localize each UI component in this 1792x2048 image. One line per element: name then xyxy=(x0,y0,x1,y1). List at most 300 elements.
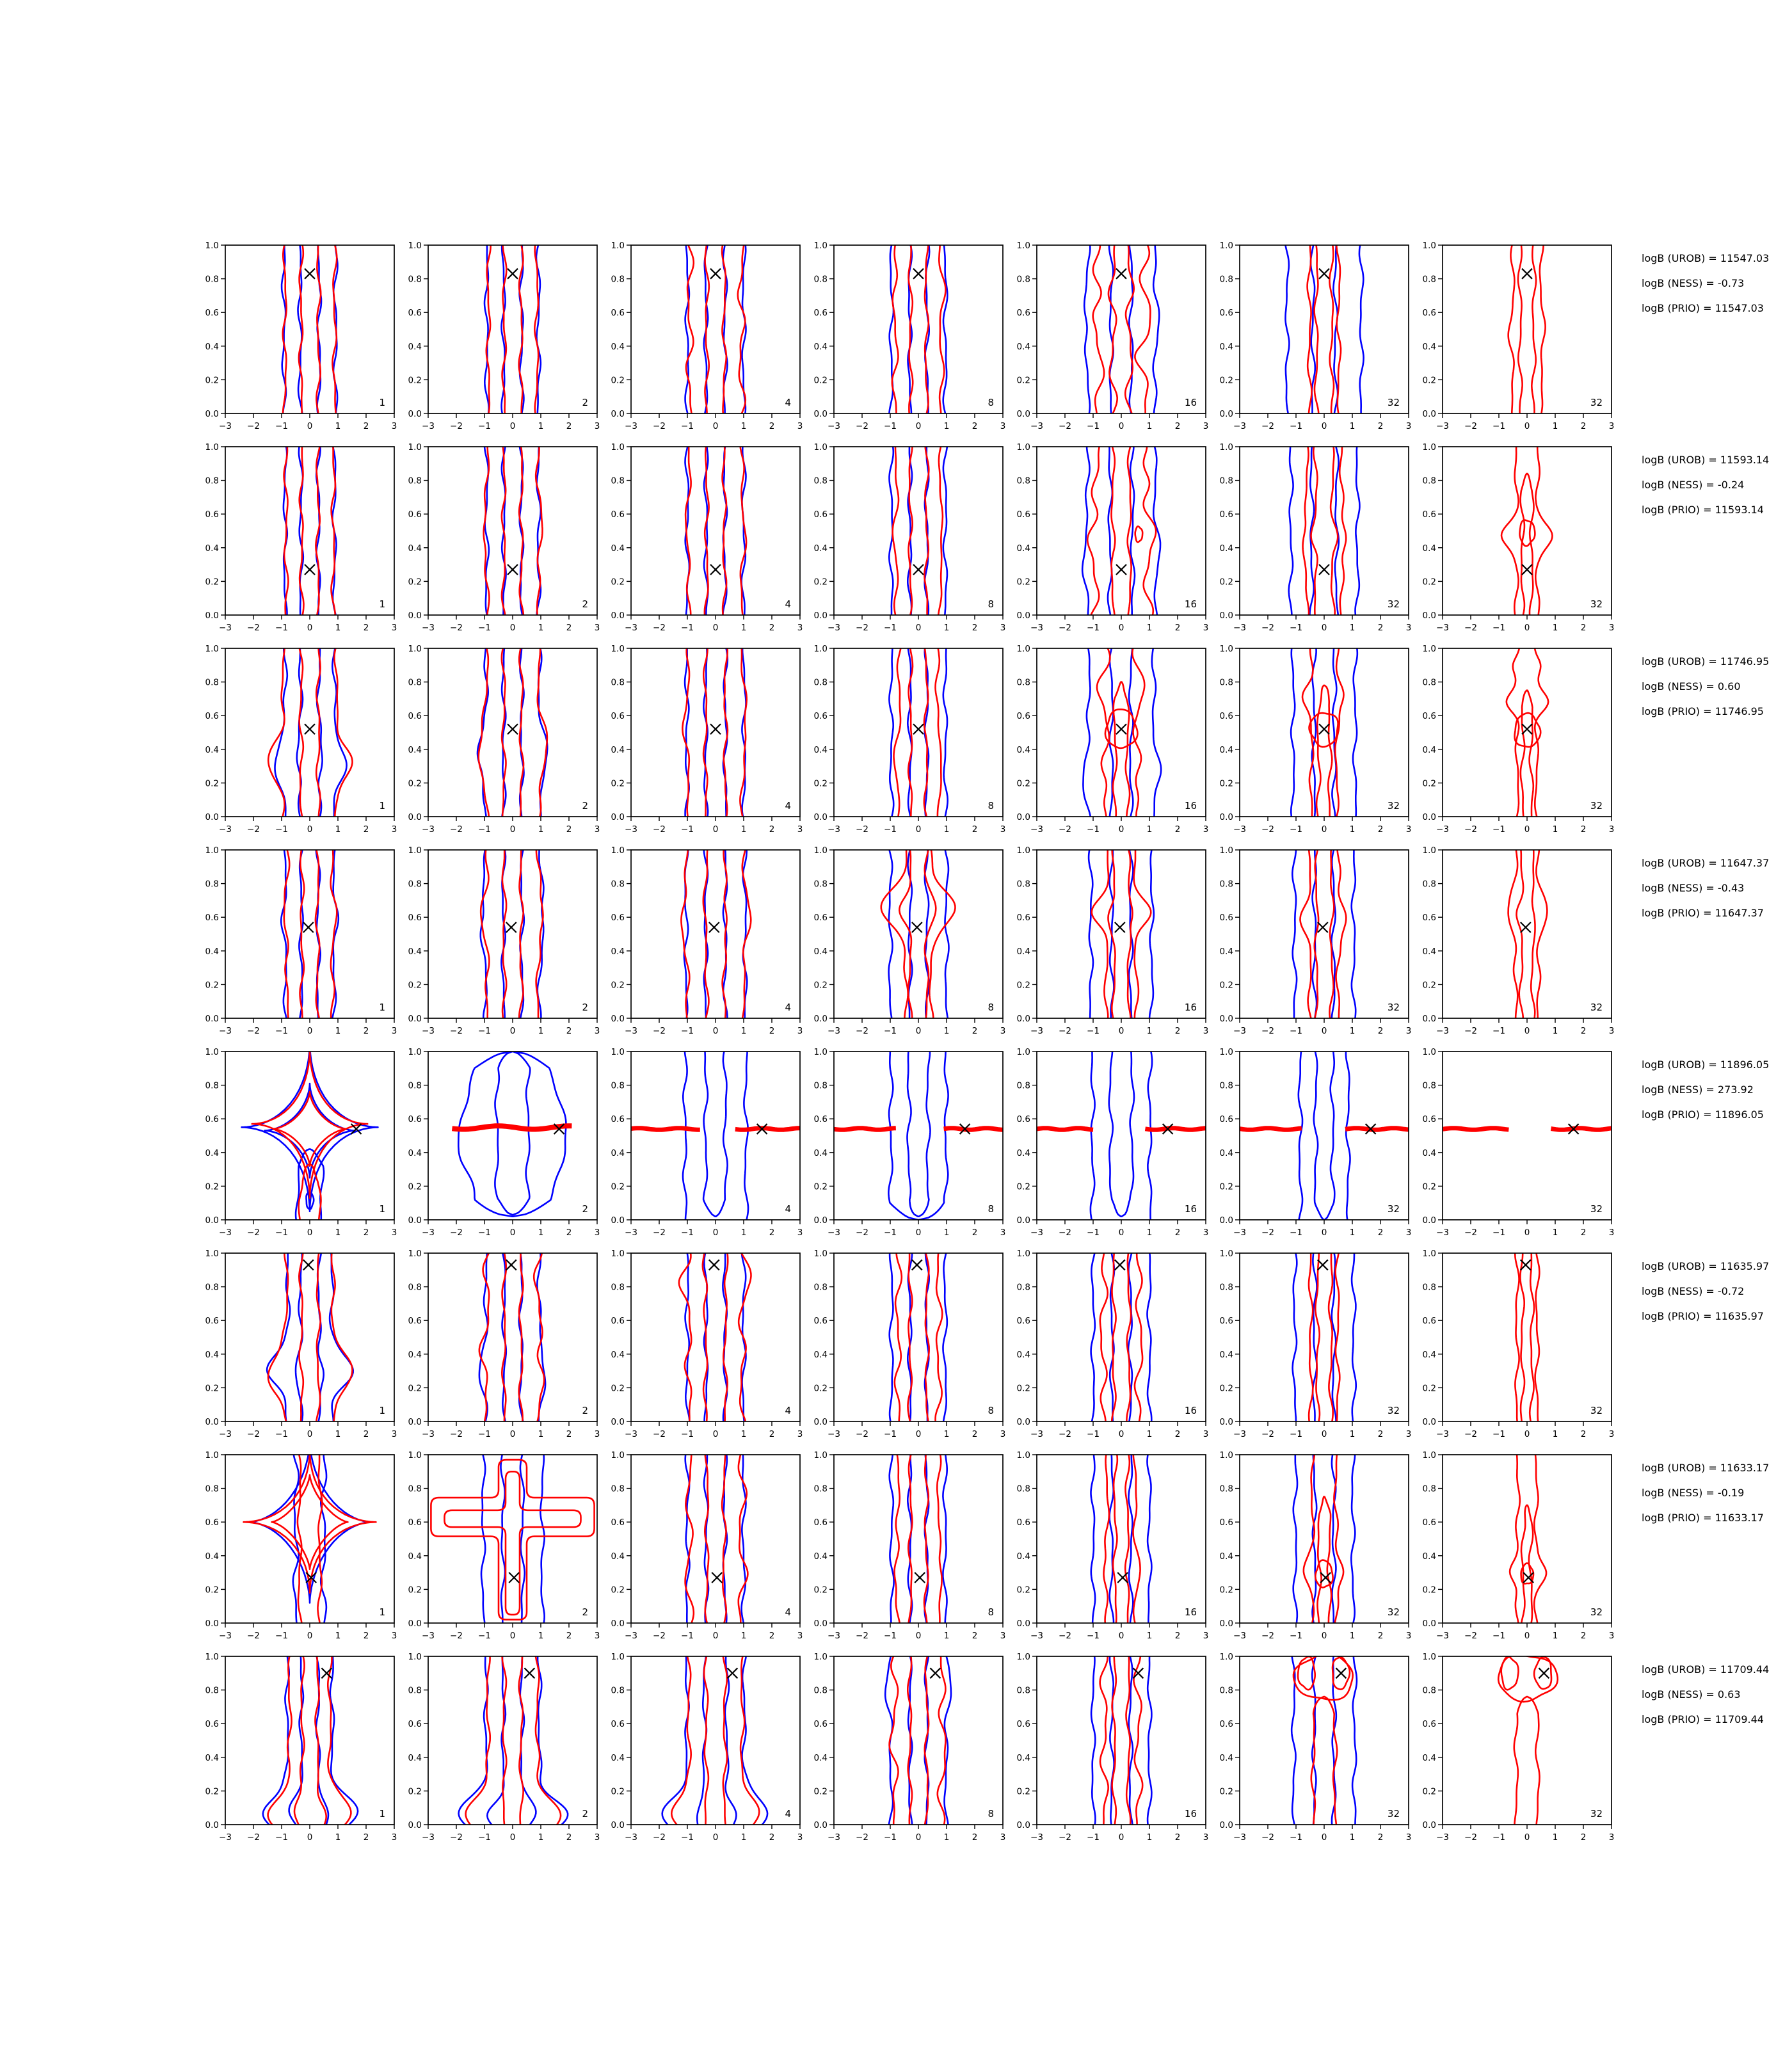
y-tick-label: 0.0 xyxy=(1016,409,1030,419)
y-tick-label: 1.0 xyxy=(611,442,625,452)
y-tick-label: 1.0 xyxy=(1422,241,1436,251)
y-tick-label: 0.8 xyxy=(813,1484,828,1494)
y-tick-label: 0.2 xyxy=(408,1383,422,1394)
subplot-corner-label: 32 xyxy=(1387,1203,1400,1215)
y-tick-label: 0.4 xyxy=(1422,1349,1436,1360)
red-contour xyxy=(268,1243,353,1432)
y-tick-label: 0.2 xyxy=(1219,1786,1233,1797)
red-contour xyxy=(1517,840,1535,1028)
contour-group xyxy=(1240,1046,1409,1228)
x-tick-label: 3 xyxy=(391,1228,397,1238)
contour-group xyxy=(881,840,956,1028)
subplot-corner-label: 1 xyxy=(379,1002,385,1013)
x-tick-label: 1 xyxy=(335,1832,341,1843)
red-contour xyxy=(1304,1444,1343,1633)
y-tick-label: 0.2 xyxy=(1219,778,1233,789)
contour-group xyxy=(1082,436,1160,625)
contour-group xyxy=(1515,1243,1539,1432)
subplot-corner-label: 32 xyxy=(1590,397,1603,408)
y-tick-label: 1.0 xyxy=(813,644,828,654)
subplot-r8-c7 xyxy=(1407,1650,1621,1855)
logB-annotation: logB (UROB) = 11647.37 xyxy=(1642,857,1770,869)
x-tick-label: 3 xyxy=(797,824,803,835)
subplot-r6-c4 xyxy=(799,1247,1012,1452)
x-tick-label: 3 xyxy=(1203,1631,1209,1641)
x-tick-label: 2 xyxy=(566,421,572,431)
x-tick-label: −3 xyxy=(1233,1832,1246,1843)
x-tick-label: 2 xyxy=(566,623,572,633)
y-tick-label: 0.0 xyxy=(813,611,828,621)
plot-border xyxy=(1037,245,1206,413)
contour-group xyxy=(1292,1646,1357,1835)
x-marker xyxy=(1522,724,1532,734)
y-tick-label: 0.6 xyxy=(408,1316,422,1327)
x-tick-label: −1 xyxy=(275,1832,288,1843)
x-marker xyxy=(1115,1260,1125,1270)
y-tick-label: 0.4 xyxy=(1422,1148,1436,1158)
x-tick-label: −1 xyxy=(478,824,491,835)
y-tick-label: 0.4 xyxy=(813,1148,828,1158)
subplot-r5-c4 xyxy=(799,1045,1012,1250)
x-tick-label: 2 xyxy=(769,623,775,633)
x-tick-label: 2 xyxy=(972,824,978,835)
y-tick-label: 0.6 xyxy=(1016,711,1030,722)
plot-border xyxy=(428,1253,597,1421)
x-tick-label: 2 xyxy=(1377,1228,1384,1238)
y-tick-label: 0.6 xyxy=(205,1114,219,1125)
red-contour xyxy=(1093,235,1151,424)
y-tick-label: 1.0 xyxy=(1219,442,1233,452)
plot-border xyxy=(631,1052,800,1220)
contour-group xyxy=(1037,1046,1206,1225)
y-tick-label: 0.8 xyxy=(1219,274,1233,285)
y-tick-label: 0.2 xyxy=(408,980,422,991)
x-tick-label: 0 xyxy=(1524,1026,1530,1036)
x-tick-label: −1 xyxy=(1290,1429,1302,1439)
contour-group xyxy=(244,1441,376,1633)
plot-border xyxy=(1240,1455,1409,1623)
y-tick-label: 1.0 xyxy=(1219,1047,1233,1057)
red-contour xyxy=(486,235,538,424)
x-tick-label: −1 xyxy=(478,421,491,431)
y-tick-label: 0.8 xyxy=(1422,1484,1436,1494)
y-tick-label: 0.8 xyxy=(611,1484,625,1494)
x-tick-label: −2 xyxy=(1059,1832,1071,1843)
x-tick-label: 0 xyxy=(509,1429,516,1439)
y-tick-label: 0.6 xyxy=(1422,1517,1436,1528)
y-tick-label: 0.8 xyxy=(611,274,625,285)
blue-contour xyxy=(683,1046,748,1225)
y-tick-label: 0.6 xyxy=(1219,1114,1233,1125)
plot-border xyxy=(1240,850,1409,1018)
y-tick-label: 1.0 xyxy=(408,1652,422,1662)
y-tick-label: 0.0 xyxy=(1219,1215,1233,1226)
x-tick-label: −1 xyxy=(478,1631,491,1641)
red-contour xyxy=(1113,682,1130,827)
x-tick-label: 2 xyxy=(1580,1026,1587,1036)
x-tick-label: 3 xyxy=(797,1026,803,1036)
subplot-corner-label: 32 xyxy=(1387,1405,1400,1416)
y-tick-label: 0.4 xyxy=(1016,1752,1030,1763)
x-tick-label: −1 xyxy=(275,421,288,431)
y-tick-label: 0.6 xyxy=(205,711,219,722)
x-tick-label: 2 xyxy=(769,421,775,431)
x-tick-label: −1 xyxy=(681,824,694,835)
x-tick-label: 0 xyxy=(1321,824,1327,835)
x-marker xyxy=(712,1572,722,1583)
contour-group xyxy=(242,1043,378,1230)
red-contour xyxy=(703,840,727,1028)
x-tick-label: 3 xyxy=(1405,1429,1412,1439)
red-contour xyxy=(682,638,746,827)
y-tick-label: 0.4 xyxy=(813,341,828,352)
blue-contour xyxy=(704,1243,727,1432)
x-marker xyxy=(1116,269,1126,279)
x-tick-label: −3 xyxy=(1436,1631,1449,1641)
y-tick-label: 0.4 xyxy=(1422,1752,1436,1763)
y-tick-label: 0.8 xyxy=(1219,1282,1233,1293)
plot-border xyxy=(1443,245,1612,413)
plot-border xyxy=(1240,648,1409,817)
x-tick-label: −2 xyxy=(653,623,666,633)
x-marker xyxy=(506,1260,516,1270)
contour-group xyxy=(1510,1444,1546,1633)
logB-annotation: logB (NESS) = 273.92 xyxy=(1642,1084,1754,1096)
x-tick-label: −2 xyxy=(856,1026,868,1036)
y-tick-label: 0.4 xyxy=(1219,744,1233,755)
x-tick-label: −3 xyxy=(828,1832,840,1843)
red-contour xyxy=(299,1243,320,1432)
y-tick-label: 0.8 xyxy=(205,274,219,285)
x-tick-label: 3 xyxy=(1608,1026,1615,1036)
x-marker xyxy=(913,724,924,734)
x-tick-label: −3 xyxy=(828,623,840,633)
x-tick-label: −1 xyxy=(884,421,897,431)
y-tick-label: 0.0 xyxy=(408,1619,422,1629)
x-tick-label: 2 xyxy=(363,1832,369,1843)
x-tick-label: −2 xyxy=(1261,1832,1274,1843)
x-tick-label: 0 xyxy=(1321,421,1327,431)
x-tick-label: −1 xyxy=(1087,1832,1100,1843)
subplot-corner-label: 16 xyxy=(1184,1606,1197,1618)
red-contour xyxy=(685,436,746,625)
x-tick-label: 0 xyxy=(1524,824,1530,835)
x-tick-label: −2 xyxy=(653,824,666,835)
y-tick-label: 1.0 xyxy=(1422,1450,1436,1460)
x-tick-label: 0 xyxy=(712,1429,719,1439)
y-tick-label: 0.2 xyxy=(611,1585,625,1596)
y-tick-label: 0.6 xyxy=(1016,1114,1030,1125)
plot-border xyxy=(428,1656,597,1825)
y-tick-label: 0.6 xyxy=(408,509,422,520)
blue-contour xyxy=(458,1052,566,1217)
red-contour xyxy=(1345,1128,1409,1130)
contour-group xyxy=(1292,840,1356,1028)
y-tick-label: 0.0 xyxy=(1219,409,1233,419)
x-tick-label: 2 xyxy=(1174,824,1181,835)
x-tick-label: −1 xyxy=(1087,824,1100,835)
y-tick-label: 0.4 xyxy=(408,1551,422,1562)
x-tick-label: −2 xyxy=(450,1429,463,1439)
y-tick-label: 0.0 xyxy=(1219,1014,1233,1024)
plot-border xyxy=(834,1455,1003,1623)
y-tick-label: 0.6 xyxy=(1219,913,1233,924)
subplot-corner-label: 4 xyxy=(785,1203,791,1215)
y-tick-label: 0.0 xyxy=(408,1417,422,1427)
x-tick-label: −2 xyxy=(1464,421,1477,431)
y-tick-label: 0.4 xyxy=(1219,341,1233,352)
y-tick-label: 0.4 xyxy=(408,946,422,957)
contour-group xyxy=(1091,1444,1152,1633)
y-tick-label: 0.4 xyxy=(1422,341,1436,352)
y-tick-label: 0.8 xyxy=(408,1080,422,1091)
y-tick-label: 0.4 xyxy=(205,946,219,957)
y-tick-label: 1.0 xyxy=(611,241,625,251)
y-tick-label: 0.2 xyxy=(1016,1786,1030,1797)
x-tick-label: 1 xyxy=(335,1026,341,1036)
x-tick-label: −2 xyxy=(653,1631,666,1641)
y-tick-label: 0.4 xyxy=(611,341,625,352)
contour-group xyxy=(1291,638,1357,827)
contour-group xyxy=(889,436,947,625)
subplot-r7-c3 xyxy=(596,1448,810,1653)
subplot-r2-c1 xyxy=(190,440,404,645)
plot-border xyxy=(834,1253,1003,1421)
x-tick-label: 0 xyxy=(307,623,313,633)
y-tick-label: 1.0 xyxy=(408,241,422,251)
x-tick-label: 0 xyxy=(1524,1631,1530,1641)
logB-annotation: logB (UROB) = 11746.95 xyxy=(1642,655,1770,668)
x-tick-label: −1 xyxy=(1492,1429,1505,1439)
x-tick-label: 3 xyxy=(594,824,600,835)
x-tick-label: 2 xyxy=(1580,1631,1587,1641)
contour-group xyxy=(481,840,544,1028)
x-tick-label: −3 xyxy=(1030,1429,1043,1439)
y-tick-label: 1.0 xyxy=(1016,442,1030,452)
subplot-r1-c2 xyxy=(393,239,607,444)
x-tick-label: 3 xyxy=(391,421,397,431)
y-tick-label: 1.0 xyxy=(813,241,828,251)
plot-border xyxy=(1240,245,1409,413)
red-contour xyxy=(273,1092,346,1166)
subplot-corner-label: 16 xyxy=(1184,397,1197,408)
y-tick-label: 0.4 xyxy=(408,744,422,755)
x-marker xyxy=(303,1260,314,1270)
x-tick-label: 1 xyxy=(740,623,747,633)
x-tick-label: −2 xyxy=(450,421,463,431)
plot-border xyxy=(225,850,394,1018)
y-tick-label: 0.0 xyxy=(1016,1820,1030,1830)
x-tick-label: 3 xyxy=(594,421,600,431)
y-tick-label: 1.0 xyxy=(813,1047,828,1057)
plot-border xyxy=(834,245,1003,413)
y-tick-label: 0.2 xyxy=(1422,1181,1436,1192)
x-tick-label: −1 xyxy=(275,824,288,835)
subplot-corner-label: 32 xyxy=(1387,397,1400,408)
subplot-r7-c1 xyxy=(190,1448,404,1653)
x-tick-label: −3 xyxy=(625,1429,637,1439)
x-tick-label: −3 xyxy=(1436,1429,1449,1439)
y-tick-label: 0.8 xyxy=(1422,274,1436,285)
blue-contour xyxy=(282,235,337,424)
red-contour xyxy=(895,1444,942,1633)
x-tick-label: 2 xyxy=(566,1832,572,1843)
y-tick-label: 0.0 xyxy=(1219,1417,1233,1427)
x-tick-label: −3 xyxy=(219,1832,232,1843)
x-tick-label: −1 xyxy=(681,623,694,633)
x-tick-label: −2 xyxy=(247,1631,260,1641)
contour-group xyxy=(431,1444,594,1633)
blue-contour xyxy=(1313,1444,1336,1633)
red-contour xyxy=(1315,840,1334,1028)
x-tick-label: −2 xyxy=(856,623,868,633)
y-tick-label: 0.6 xyxy=(1016,509,1030,520)
y-tick-label: 0.6 xyxy=(1219,1517,1233,1528)
blue-contour xyxy=(267,1243,353,1432)
y-tick-label: 0.4 xyxy=(1422,543,1436,554)
plot-border xyxy=(225,245,394,413)
x-tick-label: 1 xyxy=(740,421,747,431)
y-tick-label: 1.0 xyxy=(813,442,828,452)
x-tick-label: −3 xyxy=(1030,1228,1043,1238)
y-tick-label: 1.0 xyxy=(408,1249,422,1259)
x-tick-label: 3 xyxy=(1203,1228,1209,1238)
x-tick-label: −3 xyxy=(422,623,435,633)
red-contour xyxy=(294,1646,326,1835)
y-tick-label: 0.0 xyxy=(611,409,625,419)
y-tick-label: 0.8 xyxy=(1219,476,1233,486)
x-tick-label: −1 xyxy=(681,1832,694,1843)
x-tick-label: 0 xyxy=(1321,1631,1327,1641)
x-marker xyxy=(509,1572,519,1583)
logB-annotation: logB (PRIO) = 11709.44 xyxy=(1642,1713,1764,1725)
plot-border xyxy=(834,648,1003,817)
y-tick-label: 0.6 xyxy=(611,308,625,319)
x-tick-label: 3 xyxy=(1608,1228,1615,1238)
contour-group xyxy=(281,840,339,1028)
contour-group xyxy=(682,638,746,827)
x-tick-label: 3 xyxy=(797,1228,803,1238)
x-marker xyxy=(913,564,924,575)
logB-annotation: logB (UROB) = 11709.44 xyxy=(1642,1663,1770,1676)
x-tick-label: 3 xyxy=(594,1228,600,1238)
x-tick-label: 1 xyxy=(943,421,950,431)
y-tick-label: 0.8 xyxy=(408,1282,422,1293)
x-tick-label: −1 xyxy=(275,1429,288,1439)
x-tick-label: 2 xyxy=(1377,421,1384,431)
x-tick-label: −1 xyxy=(884,824,897,835)
subplot-r1-c3 xyxy=(596,239,810,444)
y-tick-label: 0.4 xyxy=(1016,543,1030,554)
blue-contour xyxy=(1293,1243,1356,1432)
x-tick-label: −2 xyxy=(1464,1832,1477,1843)
y-tick-label: 0.4 xyxy=(611,1551,625,1562)
x-tick-label: 1 xyxy=(1146,824,1153,835)
red-contour xyxy=(299,638,321,827)
x-marker xyxy=(506,922,516,932)
logB-annotation: logB (UROB) = 11633.17 xyxy=(1642,1462,1770,1474)
x-tick-label: −2 xyxy=(1059,1429,1071,1439)
red-contour xyxy=(1521,474,1534,625)
x-tick-label: 1 xyxy=(740,1429,747,1439)
x-tick-label: 2 xyxy=(1174,421,1181,431)
x-tick-label: −2 xyxy=(450,824,463,835)
x-tick-label: 3 xyxy=(1405,421,1412,431)
x-tick-label: −2 xyxy=(247,1228,260,1238)
x-tick-label: 2 xyxy=(1580,623,1587,633)
x-tick-label: −3 xyxy=(1030,421,1043,431)
plot-border xyxy=(225,648,394,817)
x-tick-label: 1 xyxy=(943,824,950,835)
blue-contour xyxy=(685,638,746,827)
subplot-corner-label: 16 xyxy=(1184,1808,1197,1820)
subplot-corner-label: 32 xyxy=(1590,598,1603,610)
y-tick-label: 0.2 xyxy=(1422,980,1436,991)
red-contour xyxy=(299,235,321,424)
x-tick-label: 0 xyxy=(915,1631,922,1641)
subplot-corner-label: 16 xyxy=(1184,800,1197,812)
blue-contour xyxy=(1312,638,1337,827)
subplot-corner-label: 8 xyxy=(988,1203,994,1215)
y-tick-label: 1.0 xyxy=(205,241,219,251)
x-tick-label: 1 xyxy=(538,1228,544,1238)
y-tick-label: 0.8 xyxy=(408,476,422,486)
y-tick-label: 0.6 xyxy=(408,913,422,924)
y-tick-label: 0.4 xyxy=(1016,1148,1030,1158)
x-tick-label: 2 xyxy=(972,623,978,633)
logB-annotation: logB (PRIO) = 11647.37 xyxy=(1642,907,1764,919)
plot-border xyxy=(834,850,1003,1018)
red-contour xyxy=(908,1646,929,1835)
logB-annotation: logB (UROB) = 11547.03 xyxy=(1642,252,1770,264)
y-tick-label: 0.4 xyxy=(1219,543,1233,554)
x-tick-label: −2 xyxy=(1059,1631,1071,1641)
contour-group xyxy=(890,1243,948,1432)
y-tick-label: 0.0 xyxy=(813,1417,828,1427)
subplot-corner-label: 32 xyxy=(1590,1203,1603,1215)
x-tick-label: 1 xyxy=(1552,1228,1558,1238)
x-tick-label: 1 xyxy=(1349,1228,1356,1238)
blue-contour xyxy=(1314,1046,1335,1220)
red-contour xyxy=(1145,1128,1206,1130)
x-tick-label: −1 xyxy=(1087,623,1100,633)
x-marker xyxy=(710,269,721,279)
y-tick-label: 0.6 xyxy=(813,1316,828,1327)
y-tick-label: 0.8 xyxy=(813,1685,828,1696)
y-tick-label: 0.8 xyxy=(1016,677,1030,688)
y-tick-label: 0.0 xyxy=(813,1014,828,1024)
subplot-r6-c6 xyxy=(1204,1247,1418,1452)
y-tick-label: 0.8 xyxy=(1422,1685,1436,1696)
subplot-r2-c4 xyxy=(799,440,1012,645)
x-marker xyxy=(305,564,315,575)
x-tick-label: 1 xyxy=(1349,1631,1356,1641)
red-contour xyxy=(284,840,337,1028)
y-tick-label: 0.2 xyxy=(1219,1585,1233,1596)
x-marker xyxy=(912,1260,922,1270)
subplot-corner-label: 1 xyxy=(379,1808,385,1820)
x-tick-label: 2 xyxy=(1580,1832,1587,1843)
y-tick-label: 1.0 xyxy=(813,845,828,856)
y-tick-label: 0.4 xyxy=(205,341,219,352)
x-tick-label: −2 xyxy=(653,1429,666,1439)
x-marker xyxy=(1539,1668,1549,1678)
x-tick-label: 3 xyxy=(391,824,397,835)
logB-annotation: logB (NESS) = -0.43 xyxy=(1642,882,1745,894)
y-tick-label: 0.2 xyxy=(813,1786,828,1797)
x-tick-label: −1 xyxy=(884,1228,897,1238)
subplot-corner-label: 2 xyxy=(582,1606,588,1618)
